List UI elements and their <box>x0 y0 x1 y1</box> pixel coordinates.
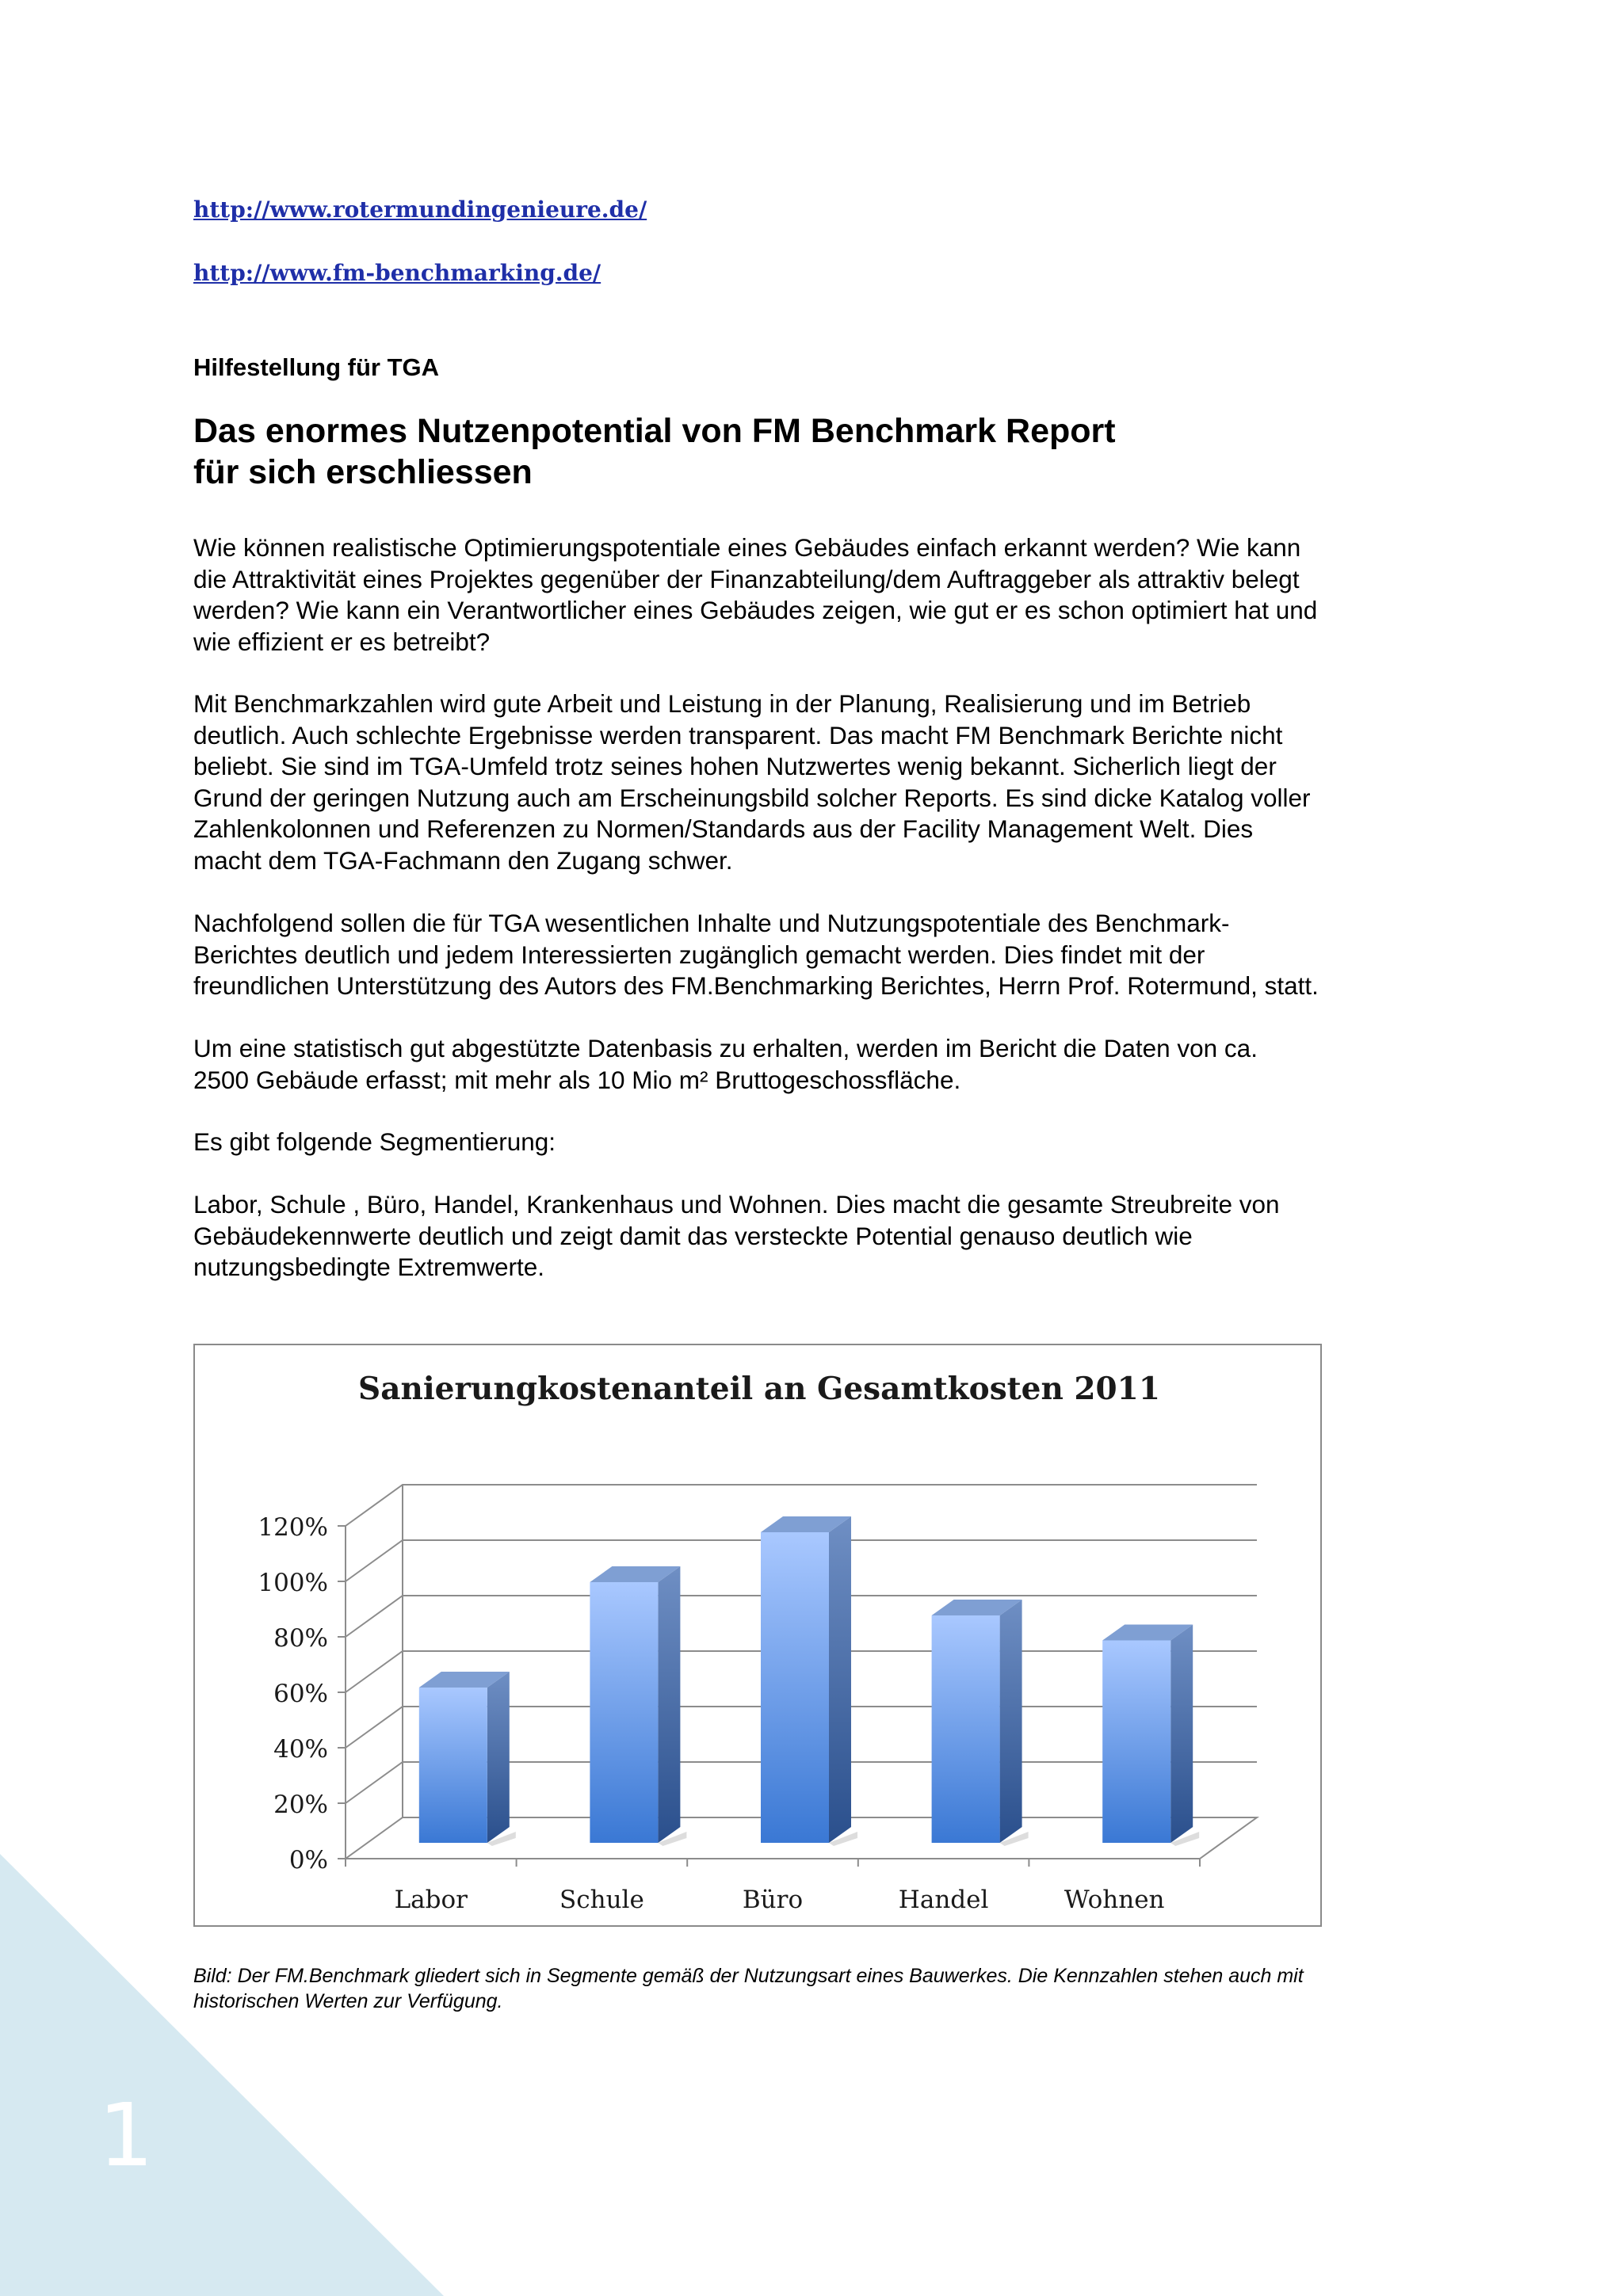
paragraph-following <box>193 908 1461 1002</box>
subheading: Hilfestellung für TGA <box>193 353 439 381</box>
bar <box>932 1600 1029 1846</box>
paragraph-line: werden? Wie kann ein Verantwortlicher eines Gebäudes zeigen, wie gut er es schon optimiert hat und <box>193 596 1318 624</box>
bar-side <box>829 1516 851 1843</box>
bar-front <box>761 1532 829 1843</box>
paragraph-line: Berichtes deutlich und jedem Interessierten zugänglich gemacht werden. Dies findet mit der <box>193 940 1205 969</box>
link-fm-benchmarking[interactable]: http://www.fm-benchmarking.de/ <box>193 260 601 286</box>
paragraph-segments <box>193 1189 1461 1283</box>
bar-side <box>1000 1600 1022 1843</box>
paragraph-line: Gebäudekennwerte deutlich und zeigt damit das versteckte Potential genauso deutlich wie <box>193 1221 1193 1250</box>
x-tick-label: Labor <box>394 1886 468 1914</box>
bar <box>590 1566 686 1846</box>
paragraph-line: Labor, Schule , Büro, Handel, Krankenhaus und Wohnen. Dies macht die gesamte Streubreite von <box>193 1190 1280 1219</box>
chart-container <box>193 1344 1322 1927</box>
paragraph-line: Grund der geringen Nutzung auch am Erscheinungsbild solcher Reports. Es sind dicke Katalog voller <box>193 783 1311 812</box>
bar-chart <box>195 1345 1323 1928</box>
paragraph-line: die Attraktivität eines Projektes gegenüber der Finanzabteilung/dem Auftraggeber als attraktiv belegt <box>193 564 1300 593</box>
y-tick-label: 120% <box>258 1513 328 1542</box>
bar-side <box>1170 1625 1193 1844</box>
title-line: für sich erschliessen <box>193 453 533 491</box>
x-tick-label: Wohnen <box>1064 1886 1165 1914</box>
paragraph-line: Mit Benchmarkzahlen wird gute Arbeit und Leistung in der Planung, Realisierung und im Betrieb <box>193 689 1251 718</box>
paragraph-segmentation <box>193 1127 1461 1158</box>
chart-bars <box>419 1516 1199 1846</box>
bar-side <box>487 1672 510 1843</box>
paragraph-line: Es gibt folgende Segmentierung: <box>193 1127 556 1156</box>
x-tick-label: Schule <box>559 1886 644 1914</box>
x-tick-label: Handel <box>898 1886 989 1914</box>
paragraph-line: nutzungsbedingte Extremwerte. <box>193 1253 544 1281</box>
figure-caption <box>193 1963 1304 2014</box>
y-tick-label: 0% <box>288 1846 328 1875</box>
paragraph-line: Nachfolgend sollen die für TGA wesentlichen Inhalte und Nutzungspotentiale des Benchmark- <box>193 909 1230 937</box>
paragraph-line: deutlich. Auch schlechte Ergebnisse werden transparent. Das macht FM Benchmark Berichte nicht <box>193 720 1283 749</box>
paragraph-intro <box>193 532 1461 658</box>
paragraph-line: macht dem TGA-Fachmann den Zugang schwer. <box>193 845 733 875</box>
y-tick-label: 60% <box>273 1680 328 1708</box>
page-number: 1 <box>98 2084 154 2186</box>
bar-front <box>932 1615 1000 1843</box>
y-tick-label: 40% <box>273 1735 328 1764</box>
paragraph-line: Zahlenkolonnen und Referenzen zu Normen/Standards aus der Facility Management Welt. Dies <box>193 814 1254 843</box>
chart-title: Sanierungkostenanteil an Gesamtkosten 2011 <box>358 1371 1160 1407</box>
page-title <box>193 410 1116 493</box>
caption-line: Bild: Der FM.Benchmark gliedert sich in Segmente gemäß der Nutzungsart eines Bauwerkes. Die Kennzahlen stehen auch mit <box>193 1965 1304 1987</box>
y-tick-label: 100% <box>258 1569 328 1597</box>
bar-side <box>658 1566 680 1843</box>
y-tick-label: 20% <box>273 1791 328 1819</box>
paragraph-line: Um eine statistisch gut abgestützte Datenbasis zu erhalten, werden im Bericht die Daten von ca. <box>193 1034 1258 1062</box>
paragraph-line: wie effizient er es betreibt? <box>193 627 491 656</box>
bar-front <box>419 1688 487 1843</box>
bar <box>1102 1625 1199 1847</box>
paragraph-line: beliebt. Sie sind im TGA-Umfeld trotz seines hohen Nutzwertes wenig bekannt. Sicherlich liegt der <box>193 752 1277 780</box>
link-rotermund[interactable]: http://www.rotermundingenieure.de/ <box>193 196 647 223</box>
paragraph-line: 2500 Gebäude erfasst; mit mehr als 10 Mio m² Bruttogeschossfläche. <box>193 1065 961 1094</box>
paragraph-database <box>193 1033 1461 1096</box>
x-tick-label: Büro <box>742 1886 804 1914</box>
title-line: Das enormes Nutzenpotential von FM Benchmark Report <box>193 412 1116 450</box>
bar <box>761 1516 857 1846</box>
caption-line: historischen Werten zur Verfügung. <box>193 1990 503 2012</box>
paragraph-line: Wie können realistische Optimierungspotentiale eines Gebäudes einfach erkannt werden? Wie kann <box>193 533 1301 562</box>
y-tick-label: 80% <box>273 1624 328 1653</box>
bar <box>419 1672 516 1846</box>
paragraph-benchmark <box>193 688 1461 876</box>
chart-x-axis <box>346 1859 1200 1914</box>
bar-front <box>590 1582 658 1843</box>
chart-y-axis <box>258 1513 346 1875</box>
bar-front <box>1102 1641 1170 1844</box>
paragraph-line: freundlichen Unterstützung des Autors des FM.Benchmarking Berichtes, Herrn Prof. Rotermund, statt. <box>193 971 1319 1000</box>
